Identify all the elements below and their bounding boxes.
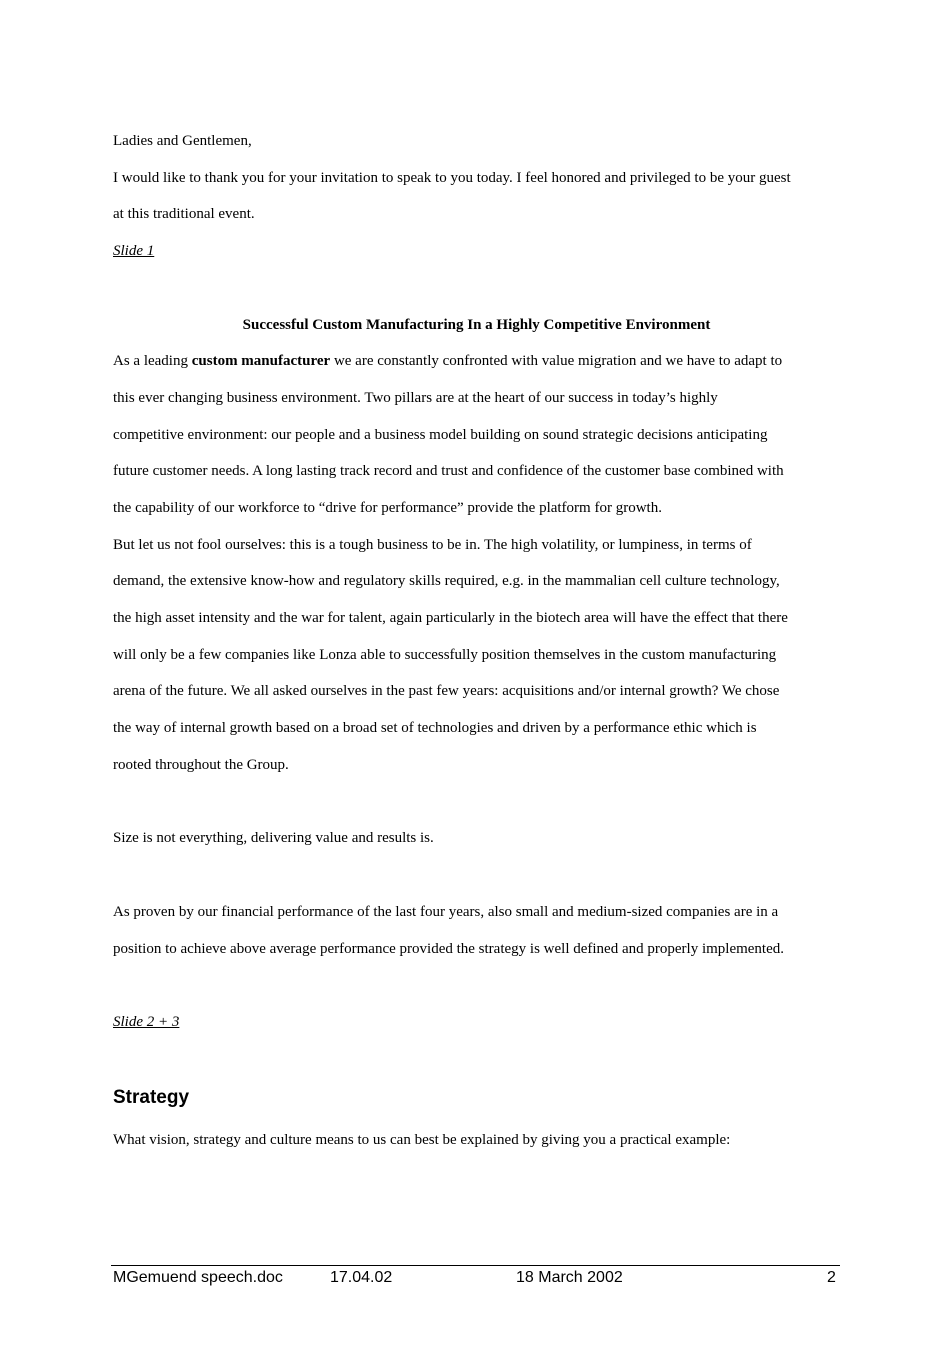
para1-line-1-post: we are constantly confronted with value migration and we have to adapt to xyxy=(330,353,783,369)
footer-divider xyxy=(111,1265,840,1266)
para5: What vision, strategy and culture means to us can best be explained by giving you a practical example: xyxy=(113,1132,731,1148)
para2-line-4: will only be a few companies like Lonza able to successfully position themselves in the custom manufacturing xyxy=(113,647,777,663)
slide-1-label: Slide 1 xyxy=(113,243,155,259)
intro-line-2: at this traditional event. xyxy=(113,206,255,222)
para4-line-2: position to achieve above average performance provided the strategy is well defined and properly implemented. xyxy=(113,941,785,957)
para2-line-3: the high asset intensity and the war for talent, again particularly in the biotech area will have the effect that there xyxy=(113,610,788,626)
para1-line-1 xyxy=(113,352,782,370)
footer-speech-date: 18 March 2002 xyxy=(516,1269,623,1286)
para2-line-6: the way of internal growth based on a broad set of technologies and driven by a performance ethic which is xyxy=(113,720,757,736)
para1-line-4: future customer needs. A long lasting track record and trust and confidence of the customer base combined with xyxy=(113,463,784,479)
para1-line-1-pre: As a leading xyxy=(113,353,192,369)
document-page xyxy=(113,0,840,1345)
salutation: Ladies and Gentlemen, xyxy=(113,133,252,149)
para4-line-1: As proven by our financial performance of the last four years, also small and medium-sized companies are in a xyxy=(113,904,779,920)
para1-line-3: competitive environment: our people and a business model building on sound strategic decisions anticipating xyxy=(113,427,768,443)
para2-line-2: demand, the extensive know-how and regulatory skills required, e.g. in the mammalian cell culture technology, xyxy=(113,573,780,589)
para2-line-7: rooted throughout the Group. xyxy=(113,757,289,773)
para1-line-2: this ever changing business environment. Two pillars are at the heart of our success in today’s highly xyxy=(113,390,718,406)
strategy-heading: Strategy xyxy=(113,1087,190,1108)
para2-line-1: But let us not fool ourselves: this is a tough business to be in. The high volatility, or lumpiness, in terms of xyxy=(113,537,752,553)
para2-line-5: arena of the future. We all asked ourselves in the past few years: acquisitions and/or internal growth? We chose xyxy=(113,683,780,699)
footer-filename: MGemuend speech.doc xyxy=(113,1269,283,1286)
para3: Size is not everything, delivering value and results is. xyxy=(113,830,434,846)
para1-line-5: the capability of our workforce to “drive for performance” provide the platform for growth. xyxy=(113,500,662,516)
footer-page-number: 2 xyxy=(827,1269,836,1286)
footer-date-saved: 17.04.02 xyxy=(330,1269,393,1286)
speech-title: Successful Custom Manufacturing In a Highly Competitive Environment xyxy=(242,317,711,333)
slide-2-3-label: Slide 2 + 3 xyxy=(113,1014,180,1030)
para1-bold-term: custom manufacturer xyxy=(191,353,331,369)
intro-line-1: I would like to thank you for your invitation to speak to you today. I feel honored and privileged to be your guest xyxy=(113,170,791,186)
